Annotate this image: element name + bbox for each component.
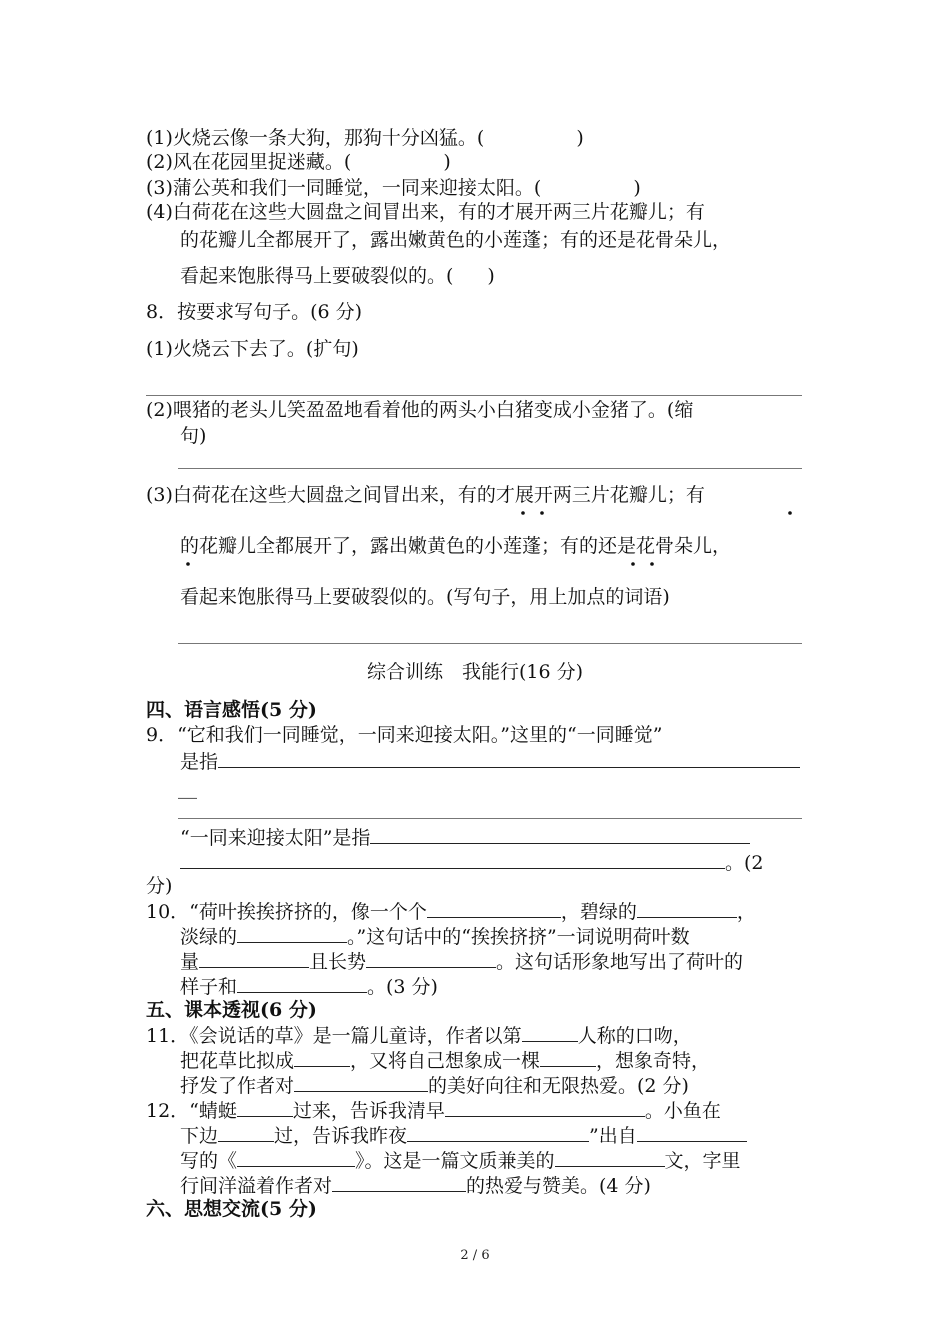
answer-blank[interactable]: [218, 747, 800, 768]
item-text: 。这句话形象地写出了荷叶的: [496, 951, 744, 973]
emphasis-dot: [631, 562, 635, 566]
item-text: 过来，告诉我清早: [292, 1100, 445, 1122]
question-10a: [146, 897, 756, 925]
question-9e: 分): [146, 875, 173, 897]
section-heading: 综合训练 我能行(16 分): [366, 661, 584, 683]
answer-blank[interactable]: [237, 1096, 293, 1117]
item-text: 。”这句话中的“挨挨挤挤”一词说明荷叶数: [347, 926, 690, 948]
emphasis-dot: [650, 562, 654, 566]
item-text: 》。这是一篇文质兼美的: [355, 1150, 555, 1172]
answer-line[interactable]: [178, 643, 802, 644]
page-number: 2 / 6: [460, 1248, 490, 1263]
question-11a: [146, 1021, 692, 1049]
item-text: 。小鱼在: [644, 1100, 721, 1122]
item-text: 样子和: [180, 976, 238, 998]
question-8-3c: 看起来饱胀得马上要破裂似的。(写句子，用上加点的词语): [180, 586, 670, 608]
item-text: 量: [180, 951, 200, 973]
question-8-2b: 句): [180, 425, 207, 447]
item-text: 抒发了作者对: [180, 1075, 295, 1097]
question-9c: [180, 823, 750, 851]
item-text: 11．《会说话的草》是一篇儿童诗，作者以第: [146, 1025, 522, 1047]
answer-blank[interactable]: [237, 972, 367, 993]
item-text: 。(2: [725, 852, 764, 874]
answer-line[interactable]: [178, 818, 802, 819]
item-text: ，碧绿的: [560, 901, 637, 923]
item-text: 人称的口吻，: [577, 1025, 692, 1047]
item-text: 行间洋溢着作者对: [180, 1175, 333, 1197]
item-text: ): [487, 265, 495, 287]
item-text: ，又将自己想象成一棵: [350, 1050, 541, 1072]
question-8-2a: (2)喂猪的老头儿笑盈盈地看着他的两头小白猪变成小金猪了。(缩: [146, 399, 694, 421]
answer-blank[interactable]: [294, 1071, 428, 1092]
section-4-title: 四、语言感悟(5 分): [146, 699, 317, 721]
question-11b: [180, 1046, 710, 1074]
item-text: “一同来迎接太阳”是指: [180, 827, 371, 849]
item-text: ”出自: [589, 1125, 637, 1147]
section-6-title: 六、思想交流(5 分): [146, 1198, 317, 1220]
answer-blank[interactable]: [370, 823, 750, 844]
question-9b: [180, 747, 800, 775]
item-text: ): [576, 127, 584, 149]
item-text: 过，告诉我昨夜: [274, 1125, 408, 1147]
question-12a: [146, 1096, 721, 1124]
answer-blank[interactable]: [407, 1121, 589, 1142]
item-text: 10．“荷叶挨挨挤挤的，像一个个: [146, 901, 427, 923]
question-8-title: 8．按要求写句子。(6 分): [146, 301, 363, 323]
answer-blank[interactable]: [540, 1046, 596, 1067]
question-9a: 9．“它和我们一同睡觉，一同来迎接太阳。”这里的“一同睡觉”: [146, 724, 663, 746]
answer-blank[interactable]: [522, 1021, 578, 1042]
question-10c: [180, 947, 743, 975]
answer-blank[interactable]: [637, 1121, 747, 1142]
item-text: 的热爱与赞美。(4 分): [466, 1175, 651, 1197]
item-7-4b: 的花瓣儿全都展开了，露出嫩黄色的小莲蓬；有的还是花骨朵儿，: [180, 229, 732, 251]
question-12b: [180, 1121, 747, 1149]
answer-blank[interactable]: [218, 1121, 274, 1142]
item-text: 的美好向往和无限热爱。(2 分): [428, 1075, 689, 1097]
question-10d: [180, 972, 438, 1000]
item-text: ，想象奇特，: [596, 1050, 711, 1072]
question-9d: [180, 848, 764, 876]
item-text: ): [633, 177, 641, 199]
item-text: ): [443, 151, 451, 173]
answer-blank[interactable]: [237, 1146, 355, 1167]
answer-blank[interactable]: [445, 1096, 645, 1117]
answer-blank[interactable]: [427, 897, 561, 918]
item-text: 把花草比拟成: [180, 1050, 295, 1072]
answer-blank[interactable]: [637, 897, 737, 918]
item-text: 看起来饱胀得马上要破裂似的。(: [180, 265, 454, 287]
item-7-4a: (4)白荷花在这些大圆盘之间冒出来，有的才展开两三片花瓣儿；有: [146, 201, 705, 223]
item-text: 写的《: [180, 1150, 238, 1172]
question-8-3a: (3)白荷花在这些大圆盘之间冒出来，有的才展开两三片花瓣儿；有: [146, 484, 705, 506]
answer-blank[interactable]: [332, 1171, 466, 1192]
item-text: 下边: [180, 1125, 219, 1147]
item-text: (1)火烧云像一条大狗，那狗十分凶猛。(: [146, 127, 485, 149]
question-11c: [180, 1071, 689, 1099]
answer-blank[interactable]: [180, 848, 725, 869]
item-text: (3)蒲公英和我们一同睡觉，一同来迎接太阳。(: [146, 177, 542, 199]
question-10b: [180, 922, 690, 950]
question-8-3b: 的花瓣儿全都展开了，露出嫩黄色的小莲蓬；有的还是花骨朵儿，: [180, 535, 732, 557]
answer-blank[interactable]: [199, 947, 309, 968]
question-12d: [180, 1171, 651, 1199]
item-text: 12．“蜻蜓: [146, 1100, 237, 1122]
item-text: 是指: [180, 751, 219, 773]
item-text: 文，字里: [664, 1150, 741, 1172]
answer-blank[interactable]: [555, 1146, 665, 1167]
emphasis-dot: [788, 511, 792, 515]
emphasis-dot: [521, 511, 525, 515]
answer-blank[interactable]: [366, 947, 496, 968]
emphasis-dot: [186, 562, 190, 566]
question-8-1: (1)火烧云下去了。(扩句): [146, 338, 359, 360]
item-text: 淡绿的: [180, 926, 238, 948]
section-5-title: 五、课本透视(6 分): [146, 999, 317, 1021]
answer-blank[interactable]: [237, 922, 347, 943]
answer-blank[interactable]: [294, 1046, 350, 1067]
item-text: ，: [736, 901, 756, 923]
item-text: (2)风在花园里捉迷藏。(: [146, 151, 352, 173]
emphasis-dot: [540, 511, 544, 515]
question-12c: [180, 1146, 741, 1174]
item-text: 且长势: [309, 951, 367, 973]
question-9-dash: __: [178, 777, 197, 799]
item-text: 。(3 分): [367, 976, 438, 998]
